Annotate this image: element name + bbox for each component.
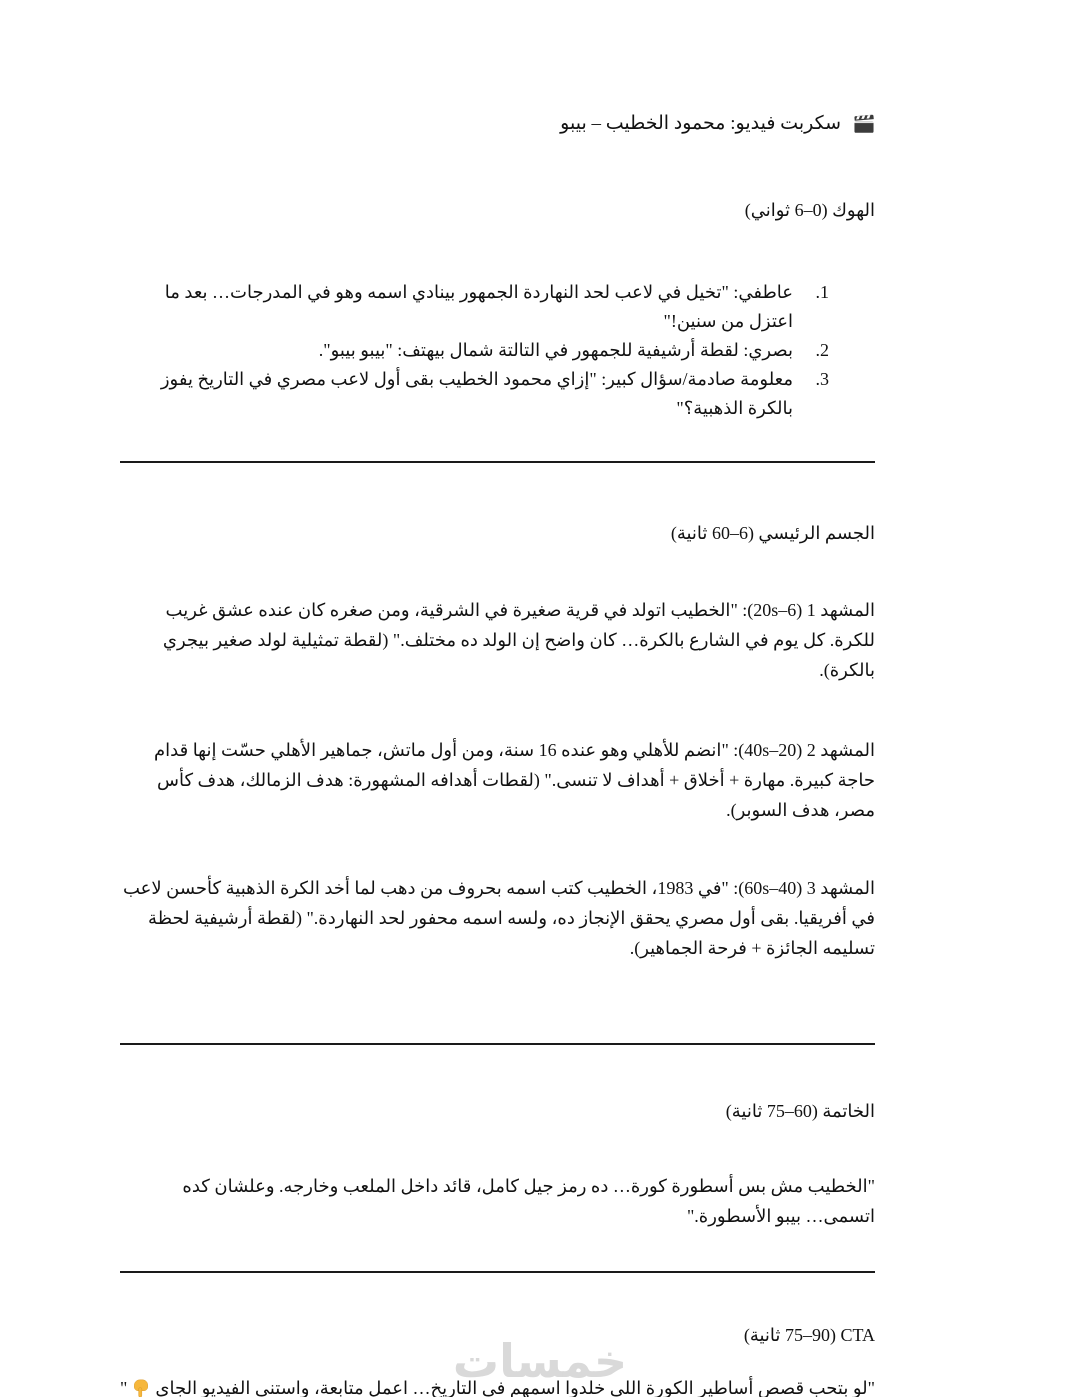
hook-item-shocking-fact: معلومة صادمة/سؤال كبير: "إزاي محمود الخطيب بقى أول لاعب مصري في التاريخ يفوز بالكرة الذهبية؟" [160,369,793,418]
conclusion-paragraph: "الخطيب مش بس أسطورة كورة… ده رمز جيل كامل، قائد داخل الملعب وخارجه. وعلشان كده اتسمى… بيبو الأسطورة." [182,1176,875,1226]
hook-list [120,278,829,423]
main-body-heading: الجسم الرئيسي (6–60 ثانية) [670,523,875,543]
hook-item-emotional: عاطفي: "تخيل في لاعب لحد النهاردة الجمهور بينادي اسمه وهو في المدرجات… بعد ما اعتزل من سنين!" [164,282,793,331]
cta-heading: CTA (75–90 ثانية) [743,1325,875,1345]
document-title-row [120,110,875,138]
scene-1-paragraph: المشهد 1 (6–20s): "الخطيب اتولد في قرية صغيرة في الشرقية، ومن صغره كان عنده عشق غريب للكرة. كل يوم في الشارع بالكرة… كان واضح إن الولد ده مختلف." (لقطة تمثيلية لولد صغير بيجري بالكرة). [162,600,875,680]
conclusion-section [120,1097,875,1231]
main-body-section [120,519,875,963]
hook-heading: الهوك (0–6 ثواني) [744,200,875,220]
section-divider [120,1043,875,1045]
cta-closing-quote: " [120,1378,128,1397]
scene-3-paragraph: المشهد 3 (40–60s): "في 1983، الخطيب كتب اسمه بحروف من دهب لما أخد الكرة الذهبية كأحسن لاعب في أفريقيا. بقى أول مصري يحقق الإنجاز ده، ولسه اسمه محفور لحد النهاردة." (لقطة أرشيفية لحظة تسليمه الجائزة + فرحة الجماهير). [122,878,875,958]
clapperboard-icon [853,113,875,135]
conclusion-heading: الخاتمة (60–75 ثانية) [725,1101,875,1121]
section-divider [120,461,875,463]
hook-section [120,196,875,423]
document-title: سكربت فيديو: محمود الخطيب – بيبو [560,113,841,134]
scene-2-paragraph: المشهد 2 (20–40s): "انضم للأهلي وهو عنده 16 سنة، ومن أول ماتش، جماهير الأهلي حسّت إنها قدام حاجة كبيرة. مهارة + أخلاق + أهداف لا تنسى." (لقطات أهدافه المشهورة: هدف الزمالك، هدف كأس مصر، هدف السوبر). [154,740,875,820]
hook-item-visual: بصري: لقطة أرشيفية للجمهور في التالتة شمال بيهتف: "بيبو بيبو". [318,340,793,360]
khamsat-watermark: خمسات [452,1334,628,1388]
cta-text: "لو بتحب قصص أساطير الكورة اللي خلدوا اسمهم في التاريخ… اعمل متابعة، واستنى الفيديو الجاي [155,1378,875,1397]
section-divider [120,1271,875,1273]
